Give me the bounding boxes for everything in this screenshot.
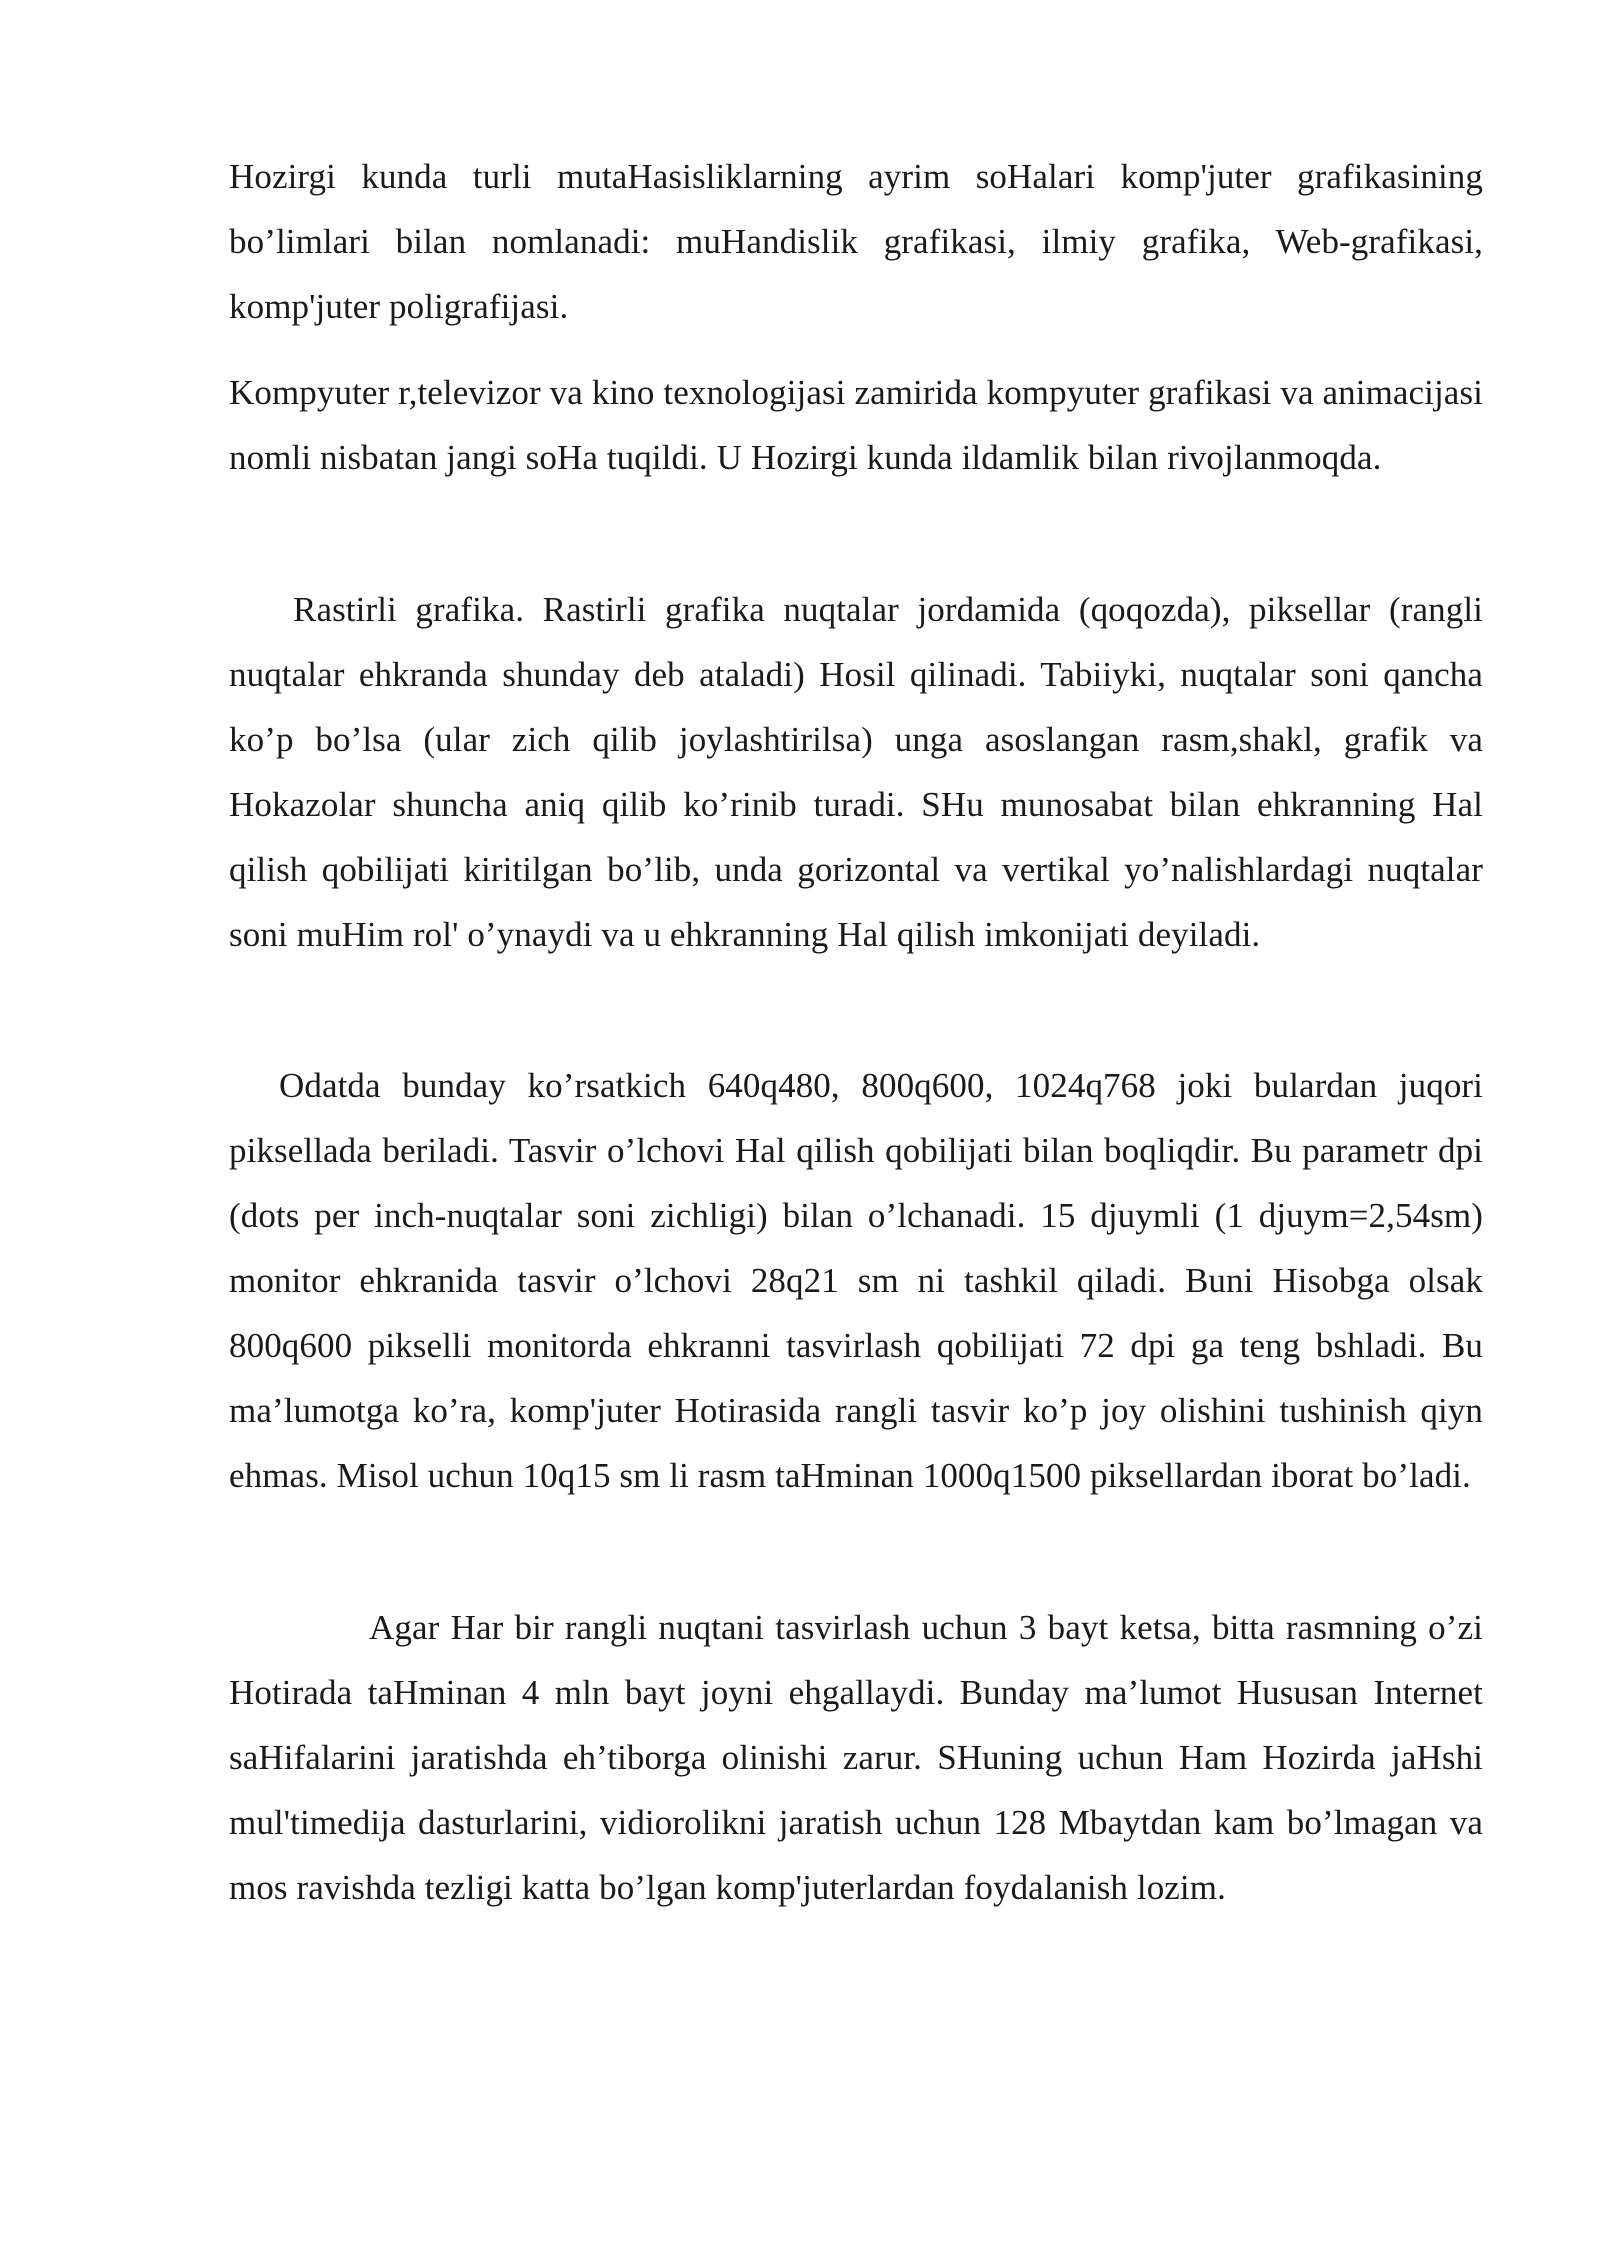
paragraph-raster-graphics: Rastirli grafika. Rastirli grafika nuqtalar jordamida (qoqozda), piksellar (rangli nuqtalar ehkranda shunday deb ataladi) Hosil qilinadi. Tabiiyki, nuqtalar soni qancha ko’p bo’lsa (ular zich qilib joylashtirilsa) unga asoslangan rasm,shakl, grafik va Hokazolar shuncha aniq qilib ko’rinib turadi. SHu munosabat bilan ehkranning Hal qilish qobilijati kiritilgan bo’lib, unda gorizontal va vertikal yo’nalishlardagi nuqtalar soni muHim rol' o’ynaydi va u ehkranning Hal qilish imkonijati deyiladi.	[229, 590, 1483, 954]
paragraph-resolution-indicators: Odatda bunday ko’rsatkich 640q480, 800q600, 1024q768 joki bulardan juqori piksellada beriladi. Tasvir o’lchovi Hal qilish qobilijati bilan boqliqdir. Bu parametr dpi (dots per inch-nuqtalar soni zichligi) bilan o’lchanadi. 15 djuymli (1 djuym=2,54sm) monitor ehkranida tasvir o’lchovi 28q21 sm ni tashkil qiladi. Buni Hisobga olsak 800q600 pikselli monitorda ehkranni tasvirlash qobilijati 72 dpi ga teng bshladi. Bu ma’lumotga ko’ra, komp'juter Hotirasida rangli tasvir ko’p joy olishini tushinish qiyn ehmas. Misol uchun 10q15 sm li rasm taHminan 1000q1500 piksellardan iborat bo’ladi.	[229, 1066, 1483, 1495]
paragraph-computer-graphics-fields: Hozirgi kunda turli mutaHasisliklarning ayrim soHalari komp'juter grafikasining bo’limlari bilan nomlanadi: muHandislik grafikasi, ilmiy grafika, Web-grafikasi, komp'juter poligrafijasi.	[229, 157, 1483, 326]
paragraph-memory-requirements: Agar Har bir rangli nuqtani tasvirlash uchun 3 bayt ketsa, bitta rasmning o’zi Hotirada taHminan 4 mln bayt joyni ehgallaydi. Bunday ma’lumot Hususan Internet saHifalarini jaratishda eh’tiborga olinishi zarur. SHuning uchun Ham Hozirda jaHshi mul'timedija dasturlarini, vidiorolikni jaratish uchun 128 Mbaytdan kam bo’lmagan va mos ravishda tezligi katta bo’lgan komp'juterlardan foydalanish lozim.	[229, 1608, 1483, 1907]
paragraph-animation-field: Kompyuter r,televizor va kino texnologijasi zamirida kompyuter grafikasi va animacijasi nomli nisbatan jangi soHa tuqildi. U Hozirgi kunda ildamlik bilan rivojlanmoqda.	[229, 373, 1483, 477]
